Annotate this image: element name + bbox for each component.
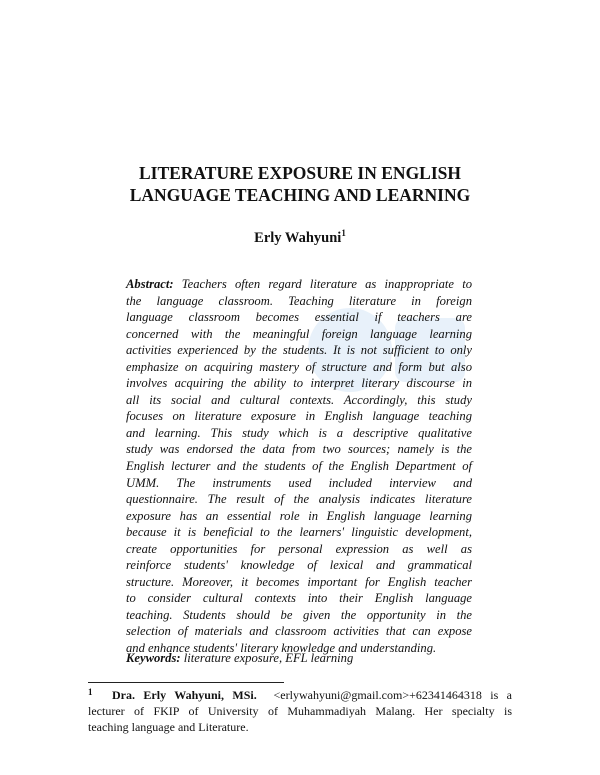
footnote-contact: <erlywahyuni@gmail.com>+62341464318 is a [273,688,513,702]
abstract-line: structure. Moreover, it becomes important for English teacher [126,574,472,589]
abstract-line: exposure has an essential role in English language learning [126,508,472,523]
abstract-line: reinforce students' knowledge of lexical and grammatical [126,558,472,573]
abstract-line: teaching. Students should be given the opportunity in the [126,607,472,622]
keywords [126,651,472,666]
abstract-line: activities experienced by the students. It is not sufficient to only [126,343,472,358]
title-line: LANGUAGE TEACHING AND LEARNING [129,185,471,205]
abstract-line: involves acquiring the ability to interpret literary discourse in [126,376,472,391]
author-name [200,228,400,247]
footnote [88,687,512,735]
footnote-line [112,687,512,703]
abstract-line: the language classroom. Teaching literature in foreign [126,293,472,308]
abstract-line: because it is beneficial to the learners' linguistic development, [126,525,472,540]
abstract-line: focuses on literature exposure in English language teaching [126,409,472,424]
paper-title [60,162,540,206]
abstract-line: selection of materials and classroom activities that can expose [126,624,472,639]
abstract-line: all its social and cultural contexts. Accordingly, this study [126,392,472,407]
footnote-line: teaching language and Literature. [88,720,249,734]
keywords-label: Keywords: [126,651,181,665]
abstract-line: to consider cultural contexts into their English language [126,591,472,606]
abstract-line: create opportunities for personal expression as well as [126,541,472,556]
title-line: LITERATURE EXPOSURE IN ENGLISH [138,163,462,183]
author-footnote-mark: 1 [341,228,346,238]
abstract-line: study was endorsed the data from two sources; namely is the [126,442,472,457]
footnote-author-name: Dra. Erly Wahyuni, MSi. [112,688,257,702]
abstract-line: and learning. This study which is a descriptive qualitative [126,425,472,440]
footnote-mark: 1 [88,687,93,697]
abstract-line: and enhance students' literary knowledge and understanding. [126,641,437,656]
footnote-line: lecturer of FKIP of University of Muhammadiyah Malang. Her specialty is [88,704,512,718]
footnote-separator [88,682,284,683]
abstract-line-text: Teachers often regard literature as inappropriate to [181,277,472,291]
abstract-label: Abstract: [126,277,174,291]
abstract [126,276,472,657]
abstract-line: emphasize on acquiring mastery of structure and form but also [126,359,472,374]
abstract-line: UMM. The instruments used included interview and [126,475,472,490]
abstract-line: English lecturer and the students of the English Department of [126,459,472,474]
abstract-line: questionnaire. The result of the analysis indicates literature [126,492,472,507]
abstract-line: language classroom becomes essential if teachers are [126,310,472,325]
abstract-line [126,276,472,293]
keywords-text: literature exposure, EFL learning [183,651,354,665]
author-name-text: Erly Wahyuni [254,229,342,246]
abstract-line: concerned with the meaningful foreign language learning [126,326,472,341]
